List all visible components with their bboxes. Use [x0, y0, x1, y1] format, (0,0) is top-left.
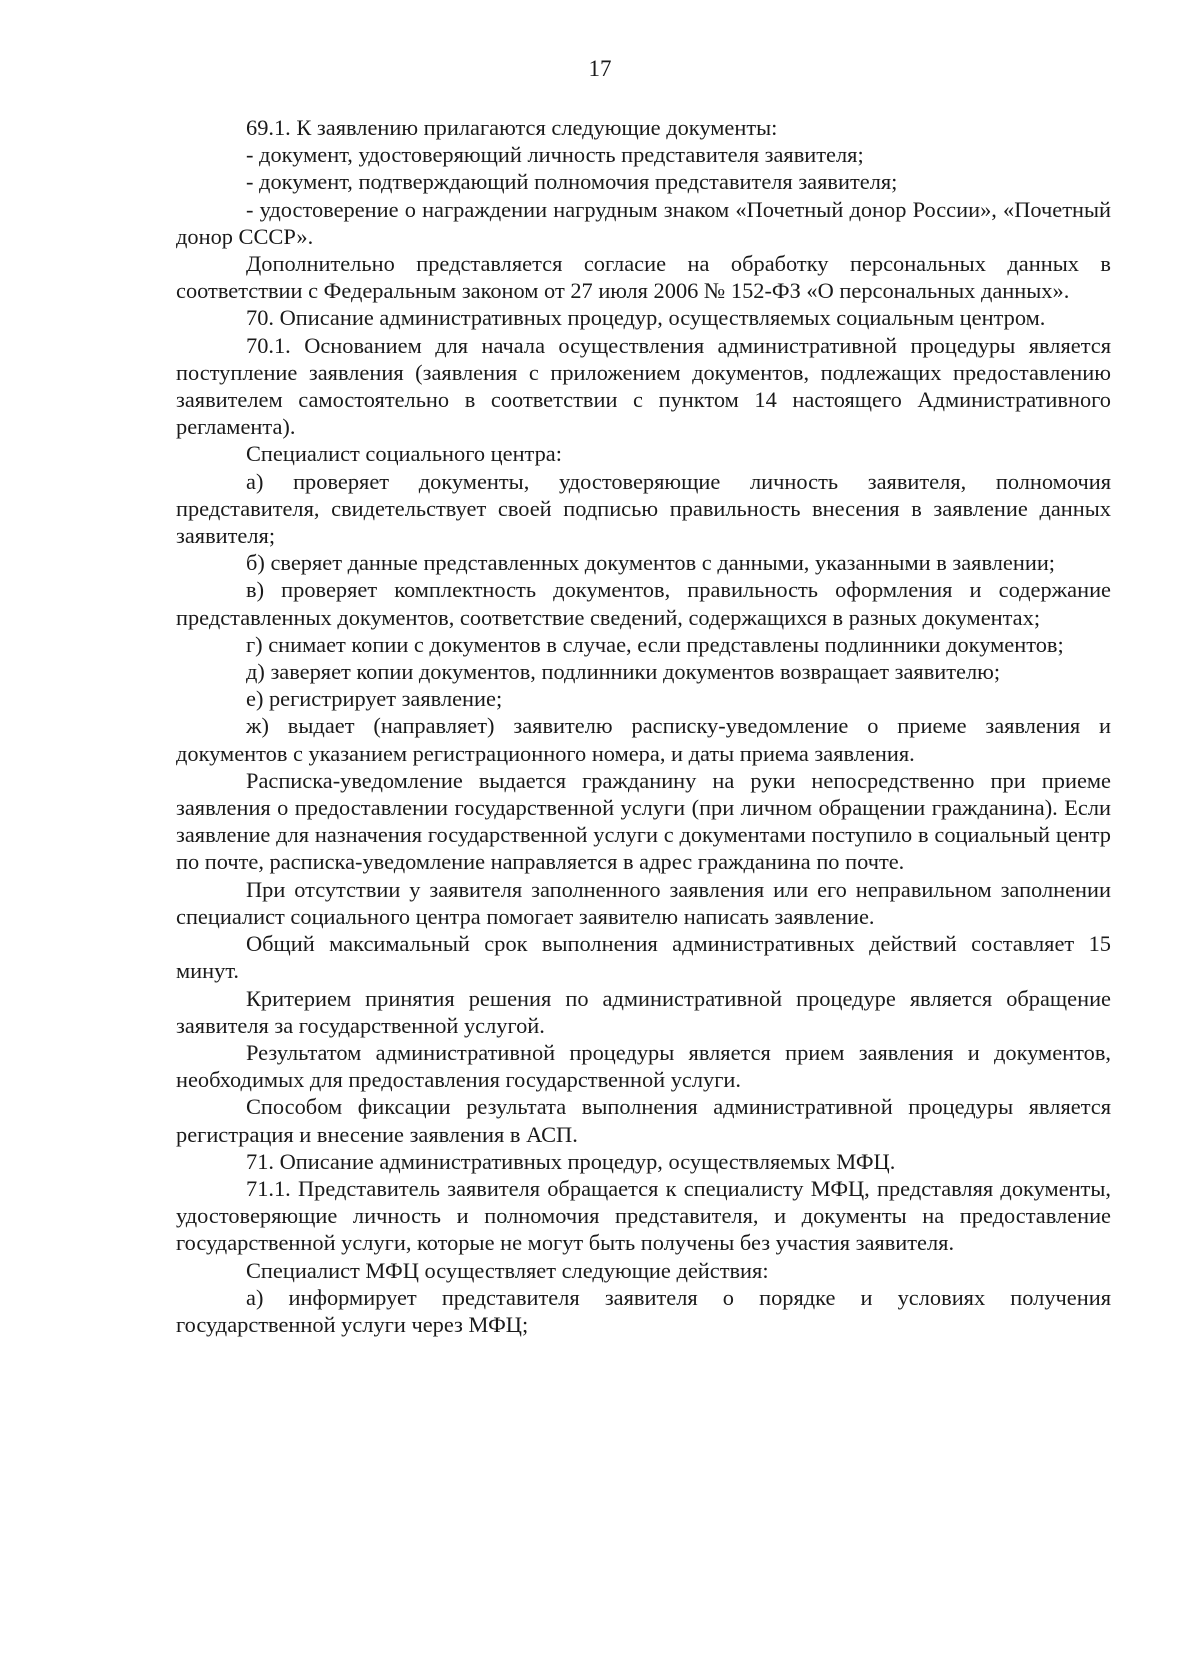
paragraph: Дополнительно представляется согласие на обработку персональных данных в соответствии с Федеральным законом от 27 июля 2006 № 152-ФЗ «О персональных данных». — [176, 251, 1111, 304]
paragraph: 69.1. К заявлению прилагаются следующие документы: — [246, 115, 778, 140]
paragraph: - удостоверение о награждении нагрудным знаком «Почетный донор России», «Почетный донор СССР». — [176, 196, 1111, 249]
paragraph: в) проверяет комплектность документов, правильность оформления и содержание представленных документов, соответствие сведений, содержащихся в разных документах; — [176, 577, 1111, 630]
paragraph: ж) выдает (направляет) заявителю расписку-уведомление о приеме заявления и документов с указанием регистрационного номера, и даты приема заявления. — [176, 713, 1111, 766]
paragraph: е) регистрирует заявление; — [246, 686, 503, 712]
paragraph: При отсутствии у заявителя заполненного заявления или его неправильном заполнении специалист социального центра помогает заявителю написать заявление. — [176, 876, 1111, 929]
paragraph: - документ, подтверждающий полномочия представителя заявителя; — [246, 169, 898, 195]
paragraph: г) снимает копии с документов в случае, если представлены подлинники документов; — [246, 631, 1064, 657]
paragraph: Расписка-уведомление выдается гражданину на руки непосредственно при приеме заявления о предоставлении государственной услуги (при личном обращении гражданина). Если заявление для назначения государственной услуги с документами поступило в социальный центр по почте, расписка-уведомление направляется в адрес гражданина по почте. — [176, 767, 1111, 875]
paragraph: 71.1. Представитель заявителя обращается к специалисту МФЦ, представляя документы, удостоверяющие личность и полномочия представителя, и документы на предоставление государственной услуги, которые не могут быть получены без участия заявителя. — [176, 1175, 1111, 1256]
paragraph: Общий максимальный срок выполнения административных действий составляет 15 минут. — [176, 931, 1111, 984]
paragraph: а) информирует представителя заявителя о порядке и условиях получения государственной услуги через МФЦ; — [176, 1284, 1111, 1337]
document-body — [176, 114, 1111, 1338]
paragraph: Способом фиксации результата выполнения административной процедуры является регистрация и внесение заявления в АСП. — [176, 1094, 1111, 1147]
paragraph: Специалист социального центра: — [246, 441, 562, 467]
paragraph: Специалист МФЦ осуществляет следующие действия: — [246, 1257, 769, 1283]
paragraph: 71. Описание административных процедур, осуществляемых МФЦ. — [246, 1148, 896, 1174]
paragraph: б) сверяет данные представленных документов с данными, указанными в заявлении; — [246, 550, 1056, 576]
paragraph: 70.1. Основанием для начала осуществления административной процедуры является поступление заявления (заявления с приложением документов, подлежащих предоставлению заявителем самостоятельно в соответствии с пунктом 14 настоящего Административного регламента). — [176, 332, 1111, 440]
paragraph: 70. Описание административных процедур, осуществляемых социальным центром. — [246, 305, 1046, 331]
paragraph: д) заверяет копии документов, подлинники документов возвращает заявителю; — [246, 659, 1001, 685]
paragraph: Результатом административной процедуры является прием заявления и документов, необходимых для предоставления государственной услуги. — [176, 1039, 1111, 1093]
paragraph: Критерием принятия решения по административной процедуре является обращение заявителя за государственной услугой. — [176, 985, 1111, 1038]
page-number: 17 — [588, 56, 612, 81]
paragraph: - документ, удостоверяющий личность представителя заявителя; — [246, 142, 864, 168]
paragraph: а) проверяет документы, удостоверяющие личность заявителя, полномочия представителя, свидетельствует своей подписью правильность внесения в заявление данных заявителя; — [176, 468, 1111, 549]
